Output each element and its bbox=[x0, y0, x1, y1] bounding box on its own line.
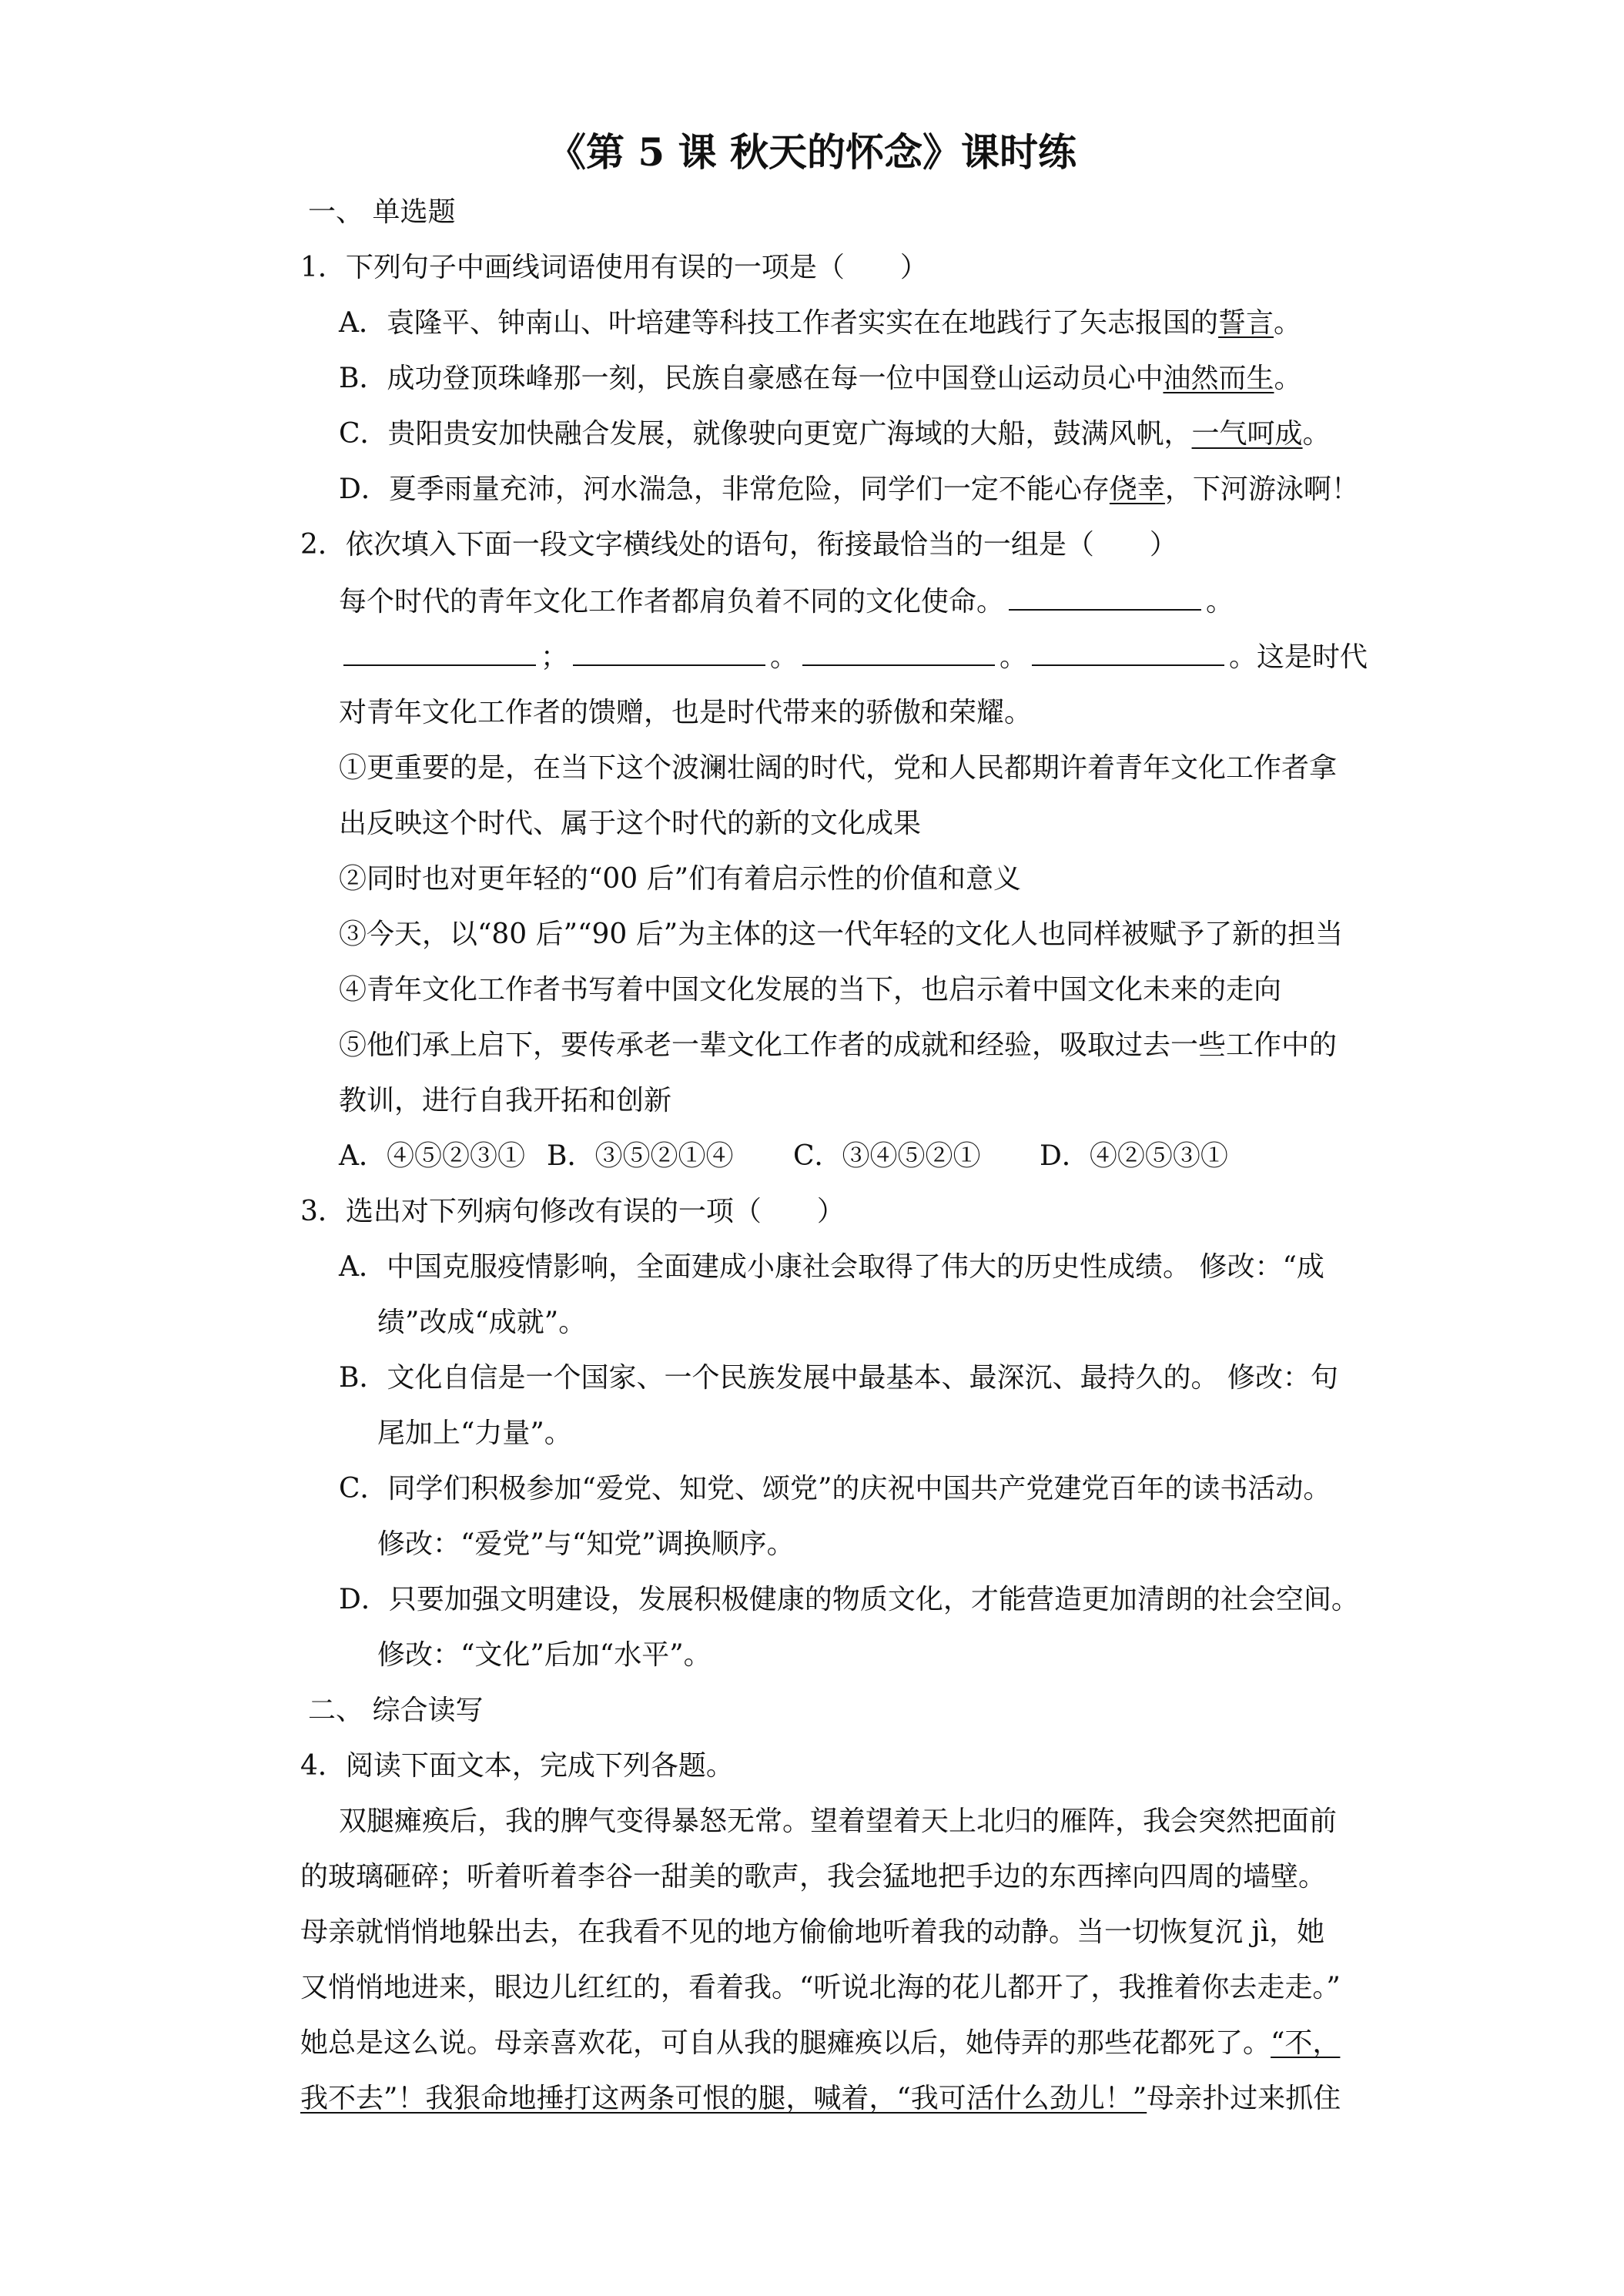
underlined-term: 誓言 bbox=[1218, 307, 1274, 339]
q3-option-c-line-2: 修改：“爱党”与“知党”调换顺序。 bbox=[377, 1528, 795, 1560]
passage-line-2: 的玻璃砸碎；听着听着李谷一甜美的歌声，我会猛地把手边的东西摔向四周的墙壁。 bbox=[300, 1861, 1327, 1893]
q3-option-b-line-2: 尾加上“力量”。 bbox=[377, 1417, 572, 1449]
blank-2 bbox=[343, 641, 536, 666]
underlined-quote: “不， bbox=[1271, 2027, 1341, 2059]
underlined-quote: 我不去”！我狠命地捶打这两条可恨的腿，喊着，“我可活什么劲儿！” bbox=[300, 2083, 1147, 2114]
q4-stem: 4．阅读下面文本，完成下列各题。 bbox=[300, 1750, 734, 1782]
q3-option-a-line-2: 绩”改成“成就”。 bbox=[377, 1307, 587, 1338]
blank-5 bbox=[1032, 641, 1224, 666]
passage-line-3: 母亲就悄悄地躲出去，在我看不见的地方偷偷地听着我的动静。当一切恢复沉 jì，她 bbox=[300, 1916, 1325, 1948]
q2-sentence-1a: ①更重要的是，在当下这个波澜壮阔的时代，党和人民都期许着青年文化工作者拿 bbox=[339, 752, 1338, 784]
q2-passage-line-1: 每个时代的青年文化工作者都肩负着不同的文化使命。 。 bbox=[339, 586, 1234, 618]
q3-option-c-line-1: C．同学们积极参加“爱党、知党、颂党”的庆祝中国共产党建党百年的读书活动。 bbox=[339, 1473, 1331, 1504]
q2-sentence-4: ④青年文化工作者书写着中国文化发展的当下，也启示着中国文化未来的走向 bbox=[339, 974, 1282, 1006]
q2-option-d: D．④②⑤③① bbox=[1040, 1140, 1228, 1172]
q2-stem: 2．依次填入下面一段文字横线处的语句，衔接最恰当的一组是（ ） bbox=[300, 529, 1177, 561]
section-heading-single-choice: 一、 单选题 bbox=[308, 196, 456, 228]
underlined-term: 侥幸 bbox=[1109, 474, 1165, 505]
q2-sentence-5b: 教训，进行自我开拓和创新 bbox=[339, 1085, 672, 1116]
underlined-term: 一气呵成 bbox=[1191, 418, 1303, 450]
q2-passage-line-3: 对青年文化工作者的馈赠，也是时代带来的骄傲和荣耀。 bbox=[339, 697, 1033, 728]
q1-option-a: A．袁隆平、钟南山、叶培建等科技工作者实实在在地践行了矢志报国的誓言。 bbox=[339, 307, 1302, 339]
q1-option-d: D．夏季雨量充沛，河水湍急，非常危险，同学们一定不能心存侥幸，下河游泳啊！ bbox=[339, 474, 1359, 505]
q2-options bbox=[339, 1140, 1228, 1173]
q3-option-a-line-1: A．中国克服疫情影响，全面建成小康社会取得了伟大的历史性成绩。 修改：“成 bbox=[339, 1251, 1324, 1283]
passage-line-1: 双腿瘫痪后，我的脾气变得暴怒无常。望着望着天上北归的雁阵，我会突然把面前 bbox=[339, 1806, 1338, 1837]
q1-stem: 1．下列句子中画线词语使用有误的一项是（ ） bbox=[300, 252, 928, 283]
q1-option-b: B．成功登顶珠峰那一刻，民族自豪感在每一位中国登山运动员心中油然而生。 bbox=[339, 363, 1302, 394]
q2-option-b: B．③⑤②①④ bbox=[547, 1140, 734, 1172]
blank-4 bbox=[802, 641, 995, 666]
blank-1 bbox=[1009, 586, 1201, 611]
q3-stem: 3．选出对下列病句修改有误的一项（ ） bbox=[300, 1196, 845, 1227]
q3-option-d-line-2: 修改：“文化”后加“水平”。 bbox=[377, 1639, 712, 1671]
passage-line-4: 又悄悄地进来，眼边儿红红的，看着我。“听说北海的花儿都开了，我推着你去走走。” bbox=[300, 1972, 1341, 2003]
q2-sentence-3: ③今天，以“80 后”“90 后”为主体的这一代年轻的文化人也同样被赋予了新的担当 bbox=[339, 919, 1344, 950]
q2-option-a: A．④⑤②③① bbox=[339, 1140, 525, 1172]
underlined-term: 油然而生 bbox=[1163, 363, 1274, 394]
q2-passage-line-2: ； 。 。 。这是时代 bbox=[339, 641, 1368, 674]
section-heading-reading-writing: 二、 综合读写 bbox=[308, 1695, 484, 1726]
q2-option-c: C．③④⑤②① bbox=[793, 1140, 981, 1172]
q3-option-d-line-1: D．只要加强文明建设，发展积极健康的物质文化，才能营造更加清朗的社会空间。 bbox=[339, 1584, 1359, 1615]
q1-option-c: C．贵阳贵安加快融合发展，就像驶向更宽广海域的大船，鼓满风帆，一气呵成。 bbox=[339, 418, 1331, 450]
q3-option-b-line-1: B．文化自信是一个国家、一个民族发展中最基本、最深沉、最持久的。 修改：句 bbox=[339, 1362, 1338, 1394]
q2-sentence-5a: ⑤他们承上启下，要传承老一辈文化工作者的成就和经验，吸取过去一些工作中的 bbox=[339, 1029, 1338, 1061]
blank-3 bbox=[573, 641, 765, 666]
passage-line-5: 她总是这么说。母亲喜欢花，可自从我的腿瘫痪以后，她侍弄的那些花都死了。“不， bbox=[300, 2027, 1341, 2059]
page-title: 《第 5 课 秋天的怀念》课时练 bbox=[547, 129, 1077, 175]
passage-line-6: 我不去”！我狠命地捶打这两条可恨的腿，喊着，“我可活什么劲儿！”母亲扑过来抓住 bbox=[300, 2083, 1341, 2114]
q2-sentence-2: ②同时也对更年轻的“00 后”们有着启示性的价值和意义 bbox=[339, 863, 1022, 895]
q2-sentence-1b: 出反映这个时代、属于这个时代的新的文化成果 bbox=[339, 808, 922, 839]
